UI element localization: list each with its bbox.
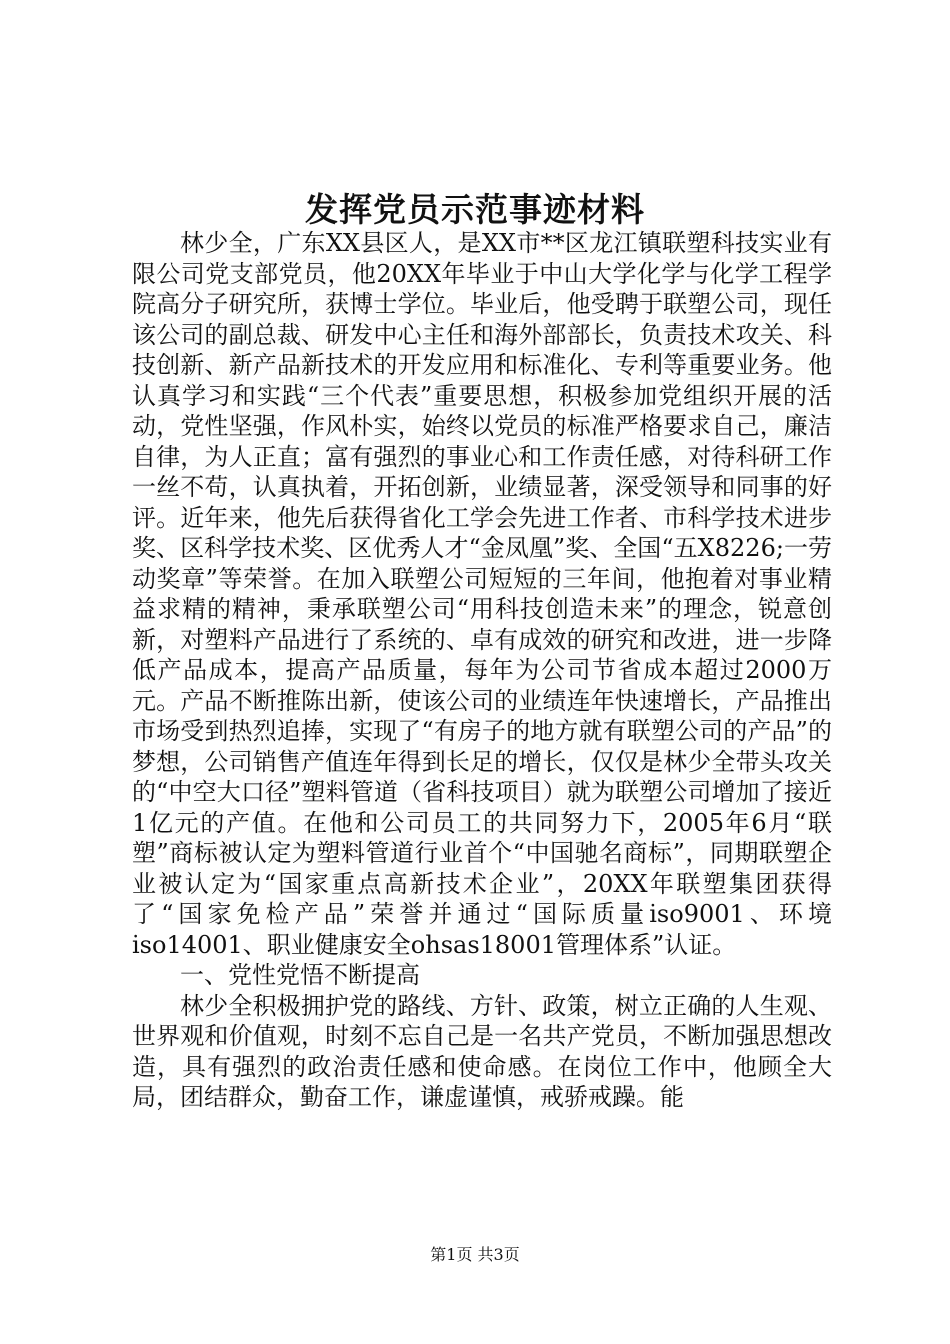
- document-body: [132, 228, 832, 1113]
- page-footer: 第1页 共3页: [430, 1245, 520, 1264]
- section-heading: 一、党性党悟不断提高: [180, 961, 420, 989]
- body-paragraph: 林少全积极拥护党的路线、方针、政策，树立正确的人生观、世界观和价值观，时刻不忘自己是一名共产党员，不断加强思想改造，具有强烈的政治责任感和使命感。在岗位工作中，他顾全大局，团结群众，勤奋工作，谦虚谨慎，戒骄戒躁。能: [132, 991, 832, 1111]
- document-title: 发挥党员示范事迹材料: [305, 190, 645, 229]
- body-paragraph: 林少全，广东XX县区人，是XX市**区龙江镇联塑科技实业有限公司党支部党员，他20XX年毕业于中山大学化学与化学工程学院高分子研究所，获博士学位。毕业后，他受聘于联塑公司，现任该公司的副总裁、研发中心主任和海外部部长，负责技术攻关、科技创新、新产品新技术的开发应用和标准化、专利等重要业务。他认真学习和实践“三个代表”重要思想，积极参加党组织开展的活动，党性坚强，作风朴实，始终以党员的标准严格要求自己，廉洁自律，为人正直；富有强烈的事业心和工作责任感，对待科研工作一丝不苟，认真执着，开拓创新，业绩显著，深受领导和同事的好评。近年来，他先后获得省化工学会先进工作者、市科学技术进步奖、区科学技术奖、区优秀人才“金凤凰”奖、全国“五X8226;一劳动奖章”等荣誉。在加入联塑公司短短的三年间，他抱着对事业精益求精的精神，秉承联塑公司“用科技创造未来”的理念，锐意创新，对塑料产品进行了系统的、卓有成效的研究和改进，进一步降低产品成本，提高产品质量，每年为公司节省成本超过2000万元。产品不断推陈出新，使该公司的业绩连年快速增长，产品推出市场受到热烈追捧，实现了“有房子的地方就有联塑公司的产品”的梦想，公司销售产值连年得到长足的增长，仅仅是林少全带头攻关的“中空大口径”塑料管道（省科技项目）就为联塑公司增加了接近1亿元的产值。在他和公司员工的共同努力下，2005年6月“联塑”商标被认定为塑料管道行业首个“中国驰名商标”，同期联塑企业被认定为“国家重点高新技术企业”，20XX年联塑集团获得了“国家免检产品”荣誉并通过“国际质量iso9001、环境iso14001、职业健康安全ohsas18001管理体系”认证。: [132, 229, 832, 959]
